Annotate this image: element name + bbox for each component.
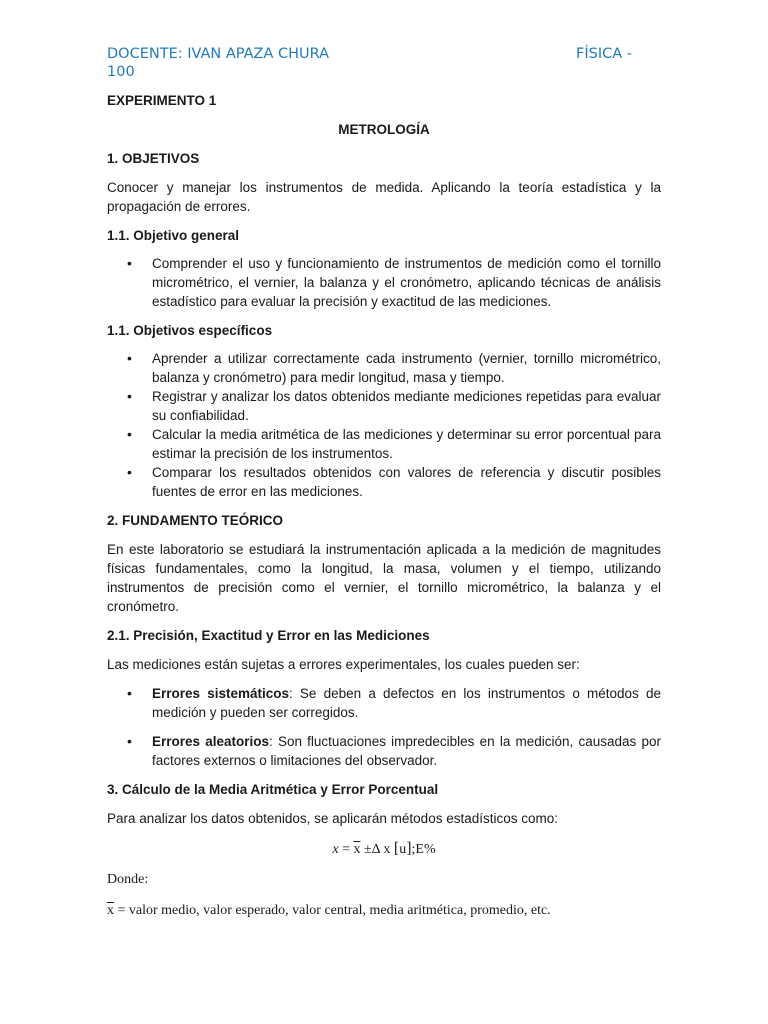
bullet-icon: • [127, 388, 132, 404]
section-2-1-heading: 2.1. Precisión, Exactitud y Error en las Mediciones [107, 628, 430, 643]
section-1-intro: Conocer y manejar los instrumentos de medida. Aplicando la teoría estadística y la propagación de errores. [107, 180, 661, 214]
bullet-icon: • [127, 733, 132, 749]
list-item: • Registrar y analizar los datos obtenidos mediante mediciones repetidas para evaluar su confiabilidad. [127, 388, 661, 423]
bullet-icon: • [127, 255, 132, 271]
list-item [107, 684, 661, 722]
bullet-icon: • [127, 464, 132, 480]
document-title: METROLOGÍA [338, 122, 430, 137]
page-header [107, 45, 647, 81]
bullet-icon: • [127, 350, 132, 366]
general-objective-list [107, 254, 661, 311]
document-body [107, 91, 661, 920]
error-types-list [107, 684, 661, 770]
error-term: Errores sistemáticos [152, 686, 289, 701]
section-3-heading: 3. Cálculo de la Media Aritmética y Error Porcentual [107, 782, 439, 797]
error-term: Errores aleatorios [152, 734, 269, 749]
error-description: : Se deben a defectos en los instrumentos o métodos de medición y pueden ser corregidos. [152, 686, 661, 720]
teacher-name: DOCENTE: IVAN APAZA CHURA [107, 46, 330, 62]
bullet-icon: • [127, 426, 132, 442]
list-item: • Calcular la media aritmética de las mediciones y determinar su error porcentual para estimar la precisión de los instrumentos. [127, 426, 661, 461]
course-label: FÍSICA - [576, 46, 632, 62]
mean-definition: $\overline{x}$ = valor medio, valor esperado, valor central, media aritmética, promedio, etc. [107, 903, 551, 918]
list-item: • Comprender el uso y funcionamiento de instrumentos de medición como el tornillo micrométrico, el vernier, la balanza y el cronómetro, aplicando técnicas de análisis estadístico para evaluar la precisión y exactitud de las mediciones. [127, 255, 661, 309]
error-description: : Son fluctuaciones impredecibles en la medición, causadas por factores externos o limitaciones del observador. [152, 734, 661, 768]
section-2-heading: 2. FUNDAMENTO TEÓRICO [107, 513, 284, 528]
donde-label: Donde: [107, 872, 149, 887]
list-item: • Comparar los resultados obtenidos con valores de referencia y discutir posibles fuentes de error en las mediciones. [127, 464, 661, 499]
list-item [107, 732, 661, 770]
general-objective-heading: 1.1. Objetivo general [107, 228, 240, 243]
specific-objectives-list [107, 349, 661, 501]
specific-objectives-heading: 1.1. Objetivos específicos [107, 323, 273, 338]
section-2-1-intro: Las mediciones están sujetas a errores experimentales, los cuales pueden ser: [107, 657, 580, 672]
list-item: • Aprender a utilizar correctamente cada instrumento (vernier, tornillo micrométrico, balanza y cronómetro) para medir longitud, masa y tiempo. [127, 350, 661, 385]
experiment-label: EXPERIMENTO 1 [107, 93, 217, 108]
section-1-heading: 1. OBJETIVOS [107, 151, 200, 166]
mean-symbol: $\overline{x}$ [107, 903, 114, 918]
bullet-icon: • [127, 685, 132, 701]
section-3-intro: Para analizar los datos obtenidos, se aplicarán métodos estadísticos como: [107, 811, 558, 826]
formula: $x = \overline{x} \pm\Delta$ x [u];E% [332, 840, 436, 857]
course-number: 100 [107, 64, 135, 80]
section-2-paragraph: En este laboratorio se estudiará la instrumentación aplicada a la medición de magnitudes físicas fundamentales, como la longitud, la masa, volumen y el tiempo, utilizando instrumentos de precisión como el vernier, el tornillo micrométrico, la balanza y el cronómetro. [107, 542, 661, 614]
